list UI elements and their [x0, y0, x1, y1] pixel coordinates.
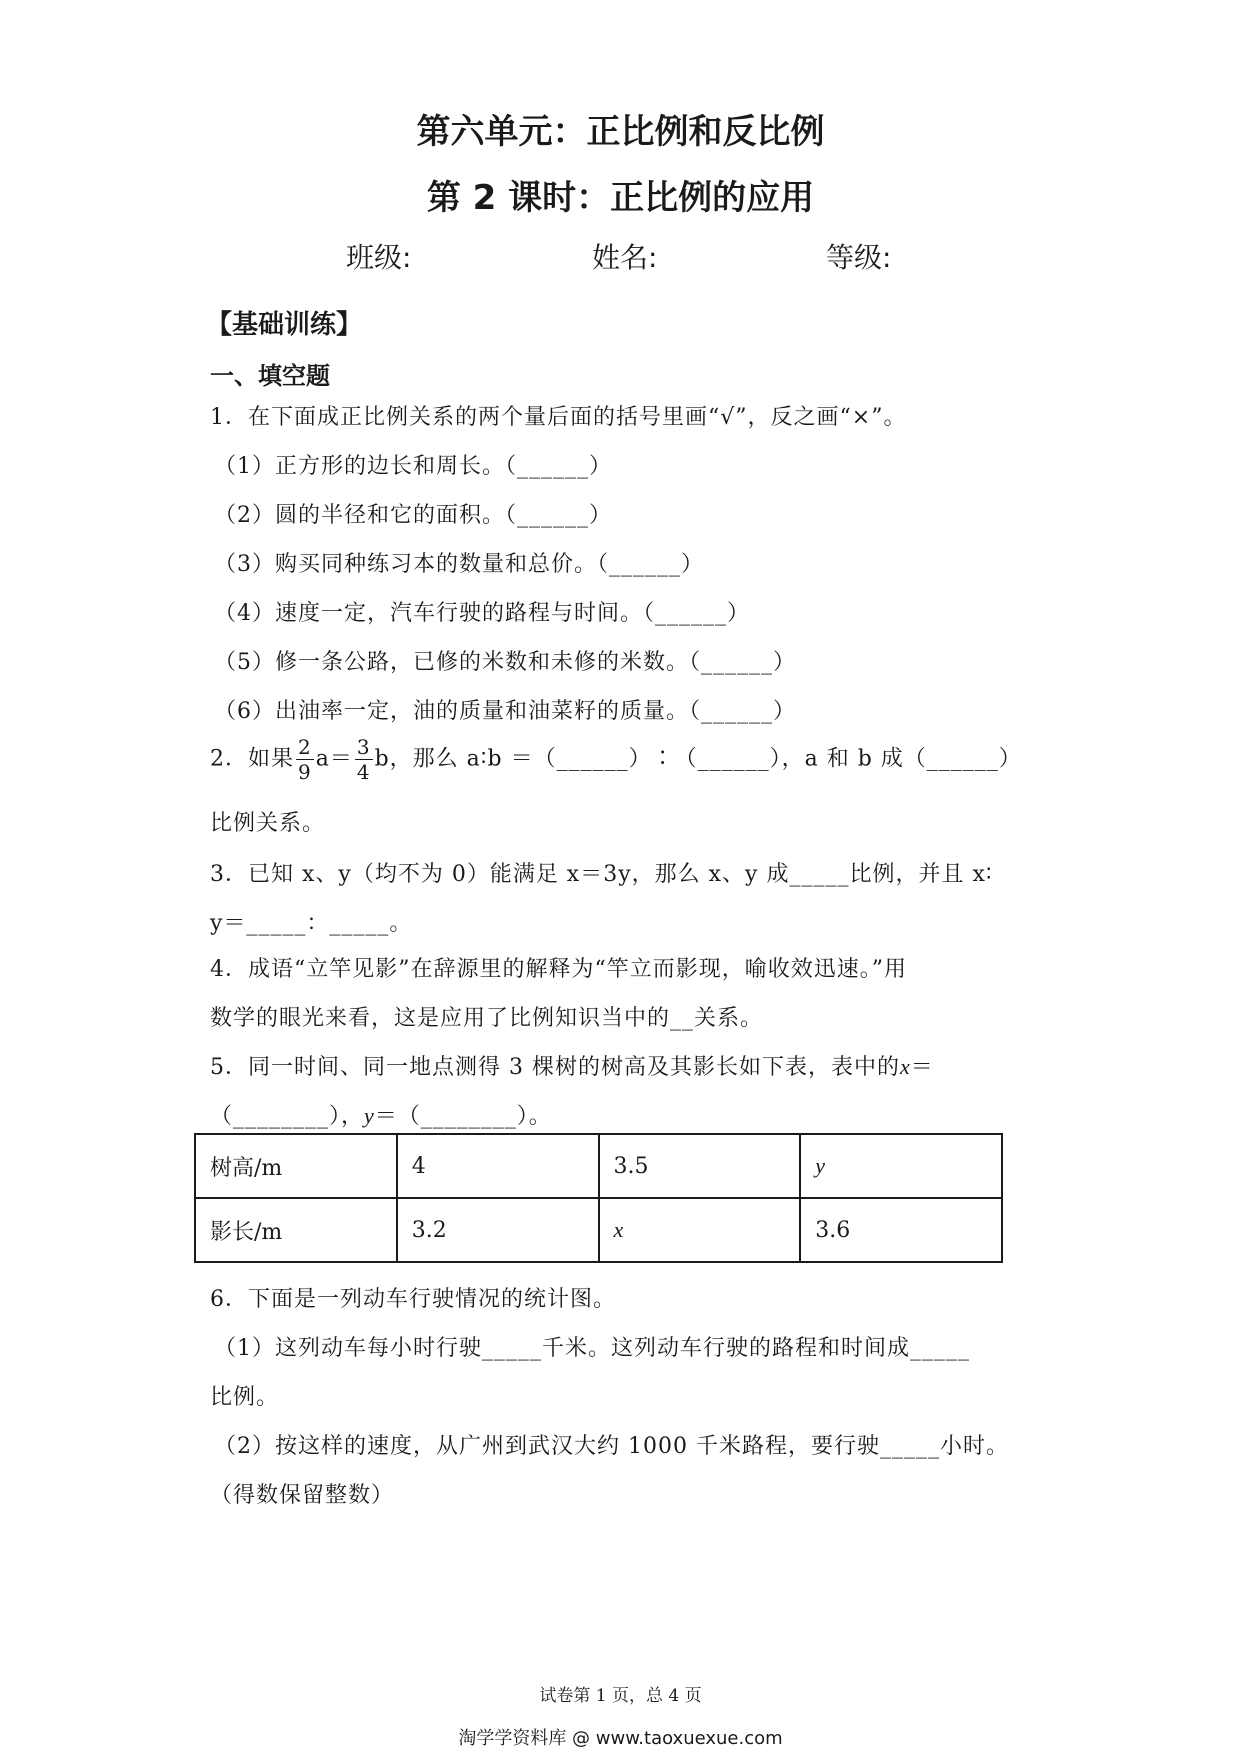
class-label: 班级:: [346, 241, 412, 274]
q3-line1: 3．已知 x、y（均不为 0）能满足 x＝3y，那么 x、y 成_____比例，并且 x∶: [210, 862, 993, 887]
q4-line1: 4．成语“立竿见影”在辞源里的解释为“竿立而影现，喻收效迅速。”用: [210, 957, 907, 982]
q6-part2-line2: （得数保留整数）: [210, 1483, 395, 1508]
q5-var-x: x: [899, 1054, 911, 1079]
q2-frac1-denominator: 9: [298, 760, 312, 784]
q1-stem: 1．在下面成正比例关系的两个量后面的括号里画“√”，反之画“×”。: [210, 405, 907, 430]
section-subtitle: 一、填空题: [210, 362, 330, 390]
q2-line2: 比例关系。: [210, 811, 326, 836]
q1-item-4: （4）速度一定，汽车行驶的路程与时间。（______）: [214, 601, 750, 626]
q6-part1-line2: 比例。: [210, 1385, 280, 1410]
q2-prefix: 2．如果: [210, 746, 294, 772]
q3-line2: y＝_____：_____。: [210, 911, 413, 936]
table-cell: x: [599, 1198, 801, 1262]
q5-line1: [210, 1050, 934, 1081]
table-cell: 3.2: [397, 1198, 599, 1262]
q5-line2: [210, 1099, 552, 1130]
q5-line2-end: ＝（________）。: [374, 1104, 552, 1129]
watermark: 淘学学资料库 @ www.taoxuexue.com: [458, 1728, 783, 1749]
name-label: 姓名:: [592, 241, 658, 274]
unit-title: 第六单元：正比例和反比例: [416, 112, 825, 152]
table-cell: 3.6: [800, 1198, 1002, 1262]
q1-item-1: （1）正方形的边长和周长。（______）: [214, 454, 612, 479]
q2-fraction-1: [296, 735, 314, 784]
q6-part2-line1: （2）按这样的速度，从广州到武汉大约 1000 千米路程，要行驶_____小时。: [214, 1434, 1009, 1459]
tree-height-shadow-table: [194, 1133, 1003, 1263]
q5-line1-text: 5．同一时间、同一地点测得 3 棵树的树高及其影长如下表，表中的: [210, 1055, 900, 1080]
q2-fraction-2: [355, 735, 373, 784]
table-row: [195, 1134, 1002, 1198]
q2-line1: [210, 735, 1022, 784]
table-cell: 3.5: [599, 1134, 801, 1198]
grade-label: 等级:: [826, 241, 892, 274]
table-cell: 影长/m: [195, 1198, 397, 1262]
q1-item-6: （6）出油率一定，油的质量和油菜籽的质量。（______）: [214, 699, 796, 724]
q2-suffix: b，那么 a∶b ＝（______）∶（______），a 和 b 成（______）: [374, 746, 1022, 772]
lesson-title: 第 2 课时：正比例的应用: [426, 178, 815, 218]
table-cell: 4: [397, 1134, 599, 1198]
q2-frac2-denominator: 4: [356, 760, 371, 784]
q5-line1-end: ＝: [910, 1055, 934, 1080]
q1-item-3: （3）购买同种练习本的数量和总价。（______）: [214, 552, 704, 577]
q4-line2: 数学的眼光来看，这是应用了比例知识当中的__关系。: [210, 1006, 764, 1031]
section-title: 【基础训练】: [206, 310, 363, 340]
q5-var-y: y: [364, 1103, 375, 1128]
q1-item-5: （5）修一条公路，已修的米数和未修的米数。（______）: [214, 650, 796, 675]
q6-stem: 6．下面是一列动车行驶情况的统计图。: [210, 1287, 616, 1312]
q6-part1-line1: （1）这列动车每小时行驶_____千米。这列动车行驶的路程和时间成_____: [214, 1336, 970, 1361]
q2-frac2-numerator: 3: [356, 735, 371, 759]
table-cell: 树高/m: [195, 1134, 397, 1198]
q1-item-2: （2）圆的半径和它的面积。（______）: [214, 503, 612, 528]
q5-line2-start: （________），: [210, 1104, 365, 1129]
q2-frac1-numerator: 2: [298, 735, 312, 759]
q2-mid: a＝: [315, 746, 353, 772]
table-row: [195, 1198, 1002, 1262]
page-number: 试卷第 1 页，总 4 页: [539, 1686, 702, 1706]
table-cell: y: [800, 1134, 1002, 1198]
